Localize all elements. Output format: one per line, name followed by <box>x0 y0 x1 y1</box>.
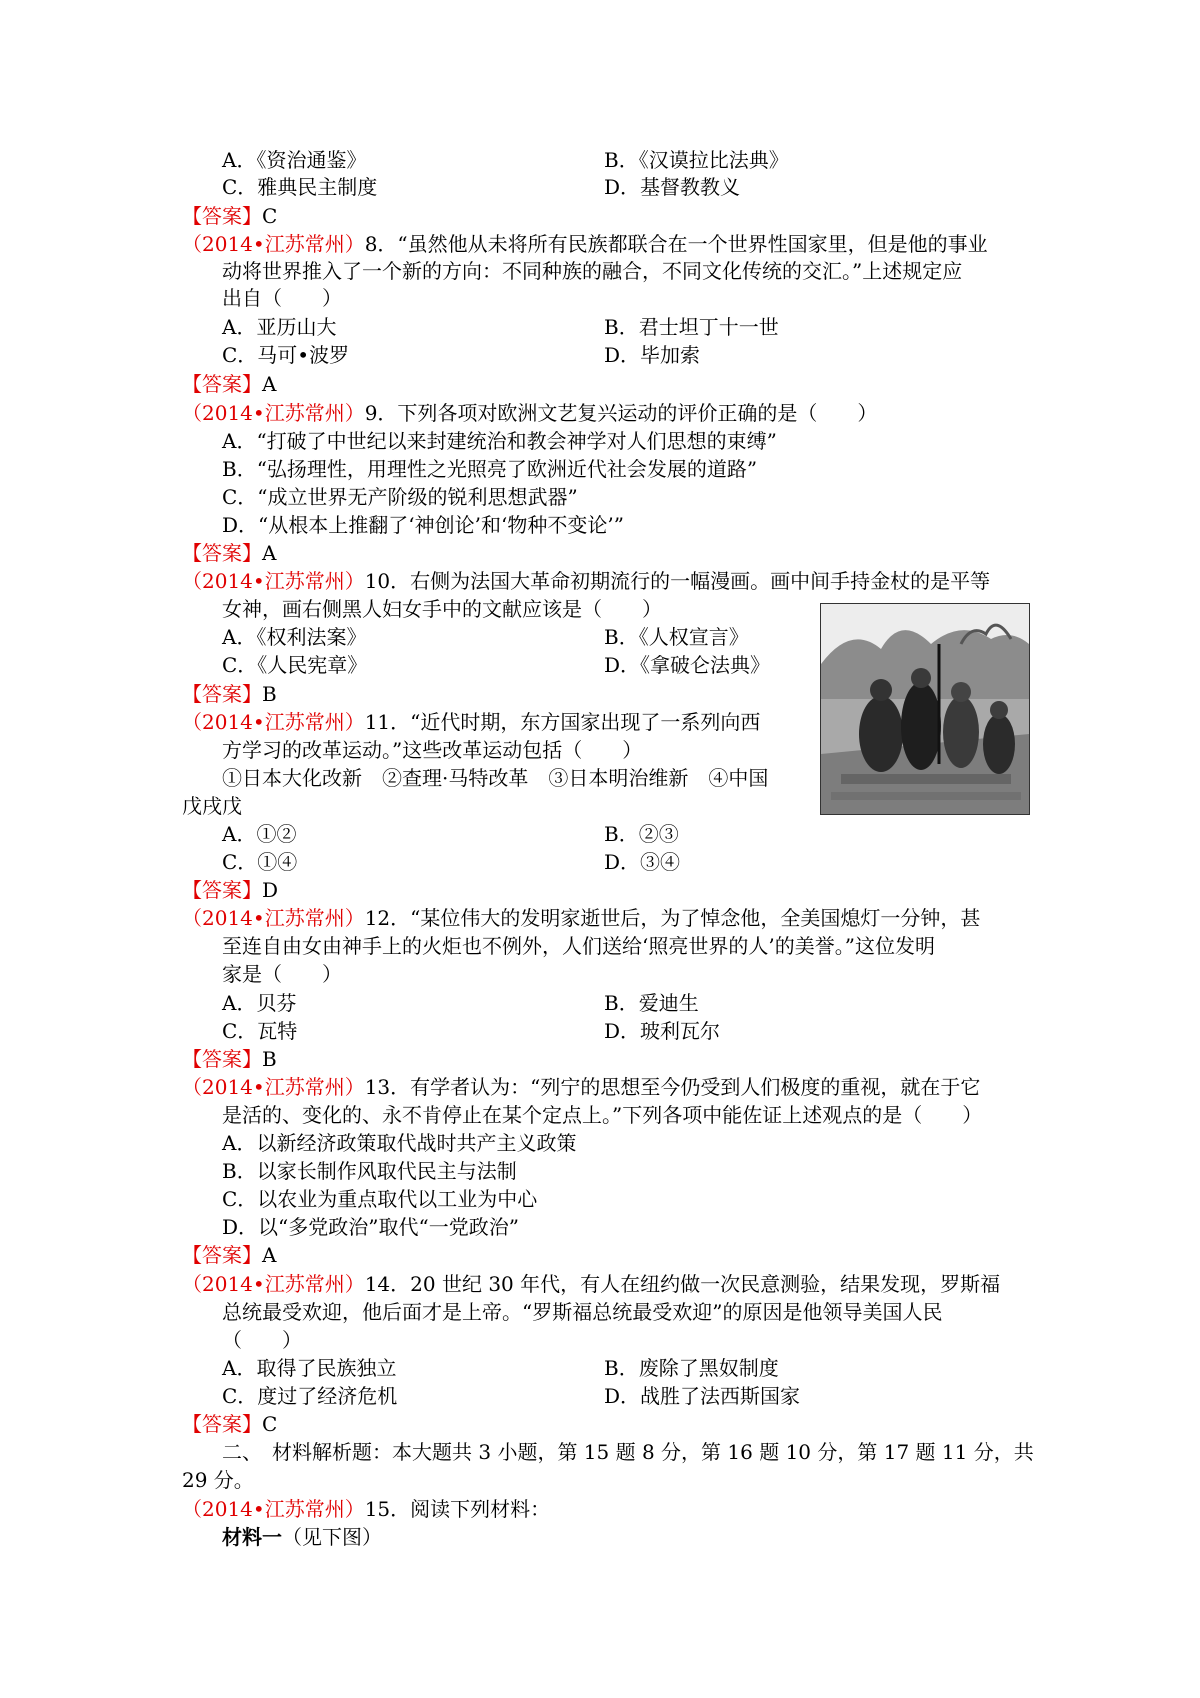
q7-option-b: B．《汉谟拉比法典》 <box>604 148 789 172</box>
q11-option-d: D．③④ <box>604 850 681 874</box>
q11-stem-line2: 方学习的改革运动。”这些改革运动包括（ ） <box>222 738 643 762</box>
q12-option-a: A．贝芬 <box>222 991 297 1015</box>
q14-option-d: D．战胜了法西斯国家 <box>604 1384 801 1408</box>
q10-option-c: C．《人民宪章》 <box>222 653 368 677</box>
q10-option-b: B．《人权宣言》 <box>604 625 749 649</box>
q11-items: ①日本大化改新 ②查理·马特改革 ③日本明治维新 ④中国 <box>222 766 769 790</box>
question-source: （2014•江苏常州） <box>182 1272 365 1296</box>
material-label: 材料一 <box>222 1525 282 1549</box>
answer-label: 【答案】 <box>182 878 262 902</box>
q13-stem-line1 <box>182 1073 980 1101</box>
q11-option-c: C．①④ <box>222 850 298 874</box>
q14-answer <box>182 1410 277 1438</box>
question-source: （2014•江苏常州） <box>182 906 365 930</box>
q8-stem-line2: 动将世界推入了一个新的方向：不同种族的融合，不同文化传统的交汇。”上述规定应 <box>222 259 963 283</box>
q14-stem-line3: （ ） <box>222 1328 302 1352</box>
q12-stem-line3: 家是（ ） <box>222 962 342 986</box>
question-source: （2014•江苏常州） <box>182 232 365 256</box>
q8-stem-line3: 出自（ ） <box>222 286 342 310</box>
q7-option-d: D．基督教教义 <box>604 175 741 199</box>
stem-text: 9．下列各项对欧洲文艺复兴运动的评价正确的是（ ） <box>364 401 878 425</box>
q14-stem-line2: 总统最受欢迎，他后面才是上帝。“罗斯福总统最受欢迎”的原因是他领导美国人民 <box>222 1300 943 1324</box>
q14-option-b: B．废除了黑奴制度 <box>604 1356 779 1380</box>
answer-value: B <box>262 1047 277 1071</box>
q11-stem-line1 <box>182 708 760 736</box>
q14-stem-line1 <box>182 1270 1000 1298</box>
stem-text: 10．右侧为法国大革命初期流行的一幅漫画。画中间手持金杖的是平等 <box>364 569 991 593</box>
material-note: （见下图） <box>282 1525 382 1549</box>
q10-option-d: D．《拿破仑法典》 <box>604 653 771 677</box>
stem-text: 11．“近代时期，东方国家出现了一系列向西 <box>364 710 761 734</box>
q13-option-c: C．以农业为重点取代以工业为中心 <box>222 1187 538 1211</box>
q10-answer <box>182 680 277 708</box>
q13-option-b: B．以家长制作风取代民主与法制 <box>222 1159 517 1183</box>
cartoon-illustration <box>821 604 1029 814</box>
q14-option-a: A．取得了民族独立 <box>222 1356 397 1380</box>
q13-answer <box>182 1241 276 1269</box>
q15-stem <box>182 1495 550 1523</box>
q8-option-d: D．毕加索 <box>604 343 701 367</box>
q8-option-b: B．君士坦丁十一世 <box>604 315 779 339</box>
q8-option-a: A．亚历山大 <box>222 315 337 339</box>
q11-answer <box>182 876 278 904</box>
answer-label: 【答案】 <box>182 1047 262 1071</box>
q12-option-d: D．玻利瓦尔 <box>604 1019 721 1043</box>
answer-label: 【答案】 <box>182 1243 262 1267</box>
stem-text: 14．20 世纪 30 年代，有人在纽约做一次民意测验，结果发现，罗斯福 <box>364 1272 1001 1296</box>
q11-items-tail: 戊戌戊 <box>182 794 242 818</box>
question-source: （2014•江苏常州） <box>182 569 365 593</box>
answer-label: 【答案】 <box>182 372 262 396</box>
q9-option-c: C．“成立世界无产阶级的锐利思想武器” <box>222 485 578 509</box>
q8-answer <box>182 370 276 398</box>
q12-stem-line1 <box>182 904 980 932</box>
q9-answer <box>182 539 276 567</box>
q8-option-c: C．马可•波罗 <box>222 343 350 367</box>
q10-option-a: A．《权利法案》 <box>222 625 367 649</box>
section2-heading-line2: 29 分。 <box>182 1468 254 1492</box>
q9-option-a: A．“打破了中世纪以来封建统治和教会神学对人们思想的束缚” <box>222 429 777 453</box>
answer-value: A <box>262 541 277 565</box>
answer-value: C <box>262 1412 278 1436</box>
q9-stem-line1 <box>182 399 877 427</box>
q7-answer <box>182 202 277 230</box>
question-source: （2014•江苏常州） <box>182 710 365 734</box>
answer-label: 【答案】 <box>182 204 262 228</box>
q13-option-a: A．以新经济政策取代战时共产主义政策 <box>222 1131 577 1155</box>
q10-stem-line2: 女神，画右侧黑人妇女手中的文献应该是（ ） <box>222 597 662 621</box>
answer-value: C <box>262 204 278 228</box>
answer-label: 【答案】 <box>182 541 262 565</box>
q12-option-b: B．爱迪生 <box>604 991 699 1015</box>
q8-stem-line1 <box>182 230 988 258</box>
answer-label: 【答案】 <box>182 682 262 706</box>
q10-stem-line1 <box>182 567 990 595</box>
stem-text: 12．“某位伟大的发明家逝世后，为了悼念他，全美国熄灯一分钟，甚 <box>364 906 981 930</box>
q14-option-c: C．度过了经济危机 <box>222 1384 398 1408</box>
q12-option-c: C．瓦特 <box>222 1019 298 1043</box>
answer-value: A <box>262 1243 277 1267</box>
stem-text: 8．“虽然他从未将所有民族都联合在一个世界性国家里，但是他的事业 <box>364 232 988 256</box>
answer-value: A <box>262 372 277 396</box>
q13-option-d: D．以“多党政治”取代“一党政治” <box>222 1215 519 1239</box>
question-source: （2014•江苏常州） <box>182 1075 365 1099</box>
answer-label: 【答案】 <box>182 1412 262 1436</box>
q11-option-b: B．②③ <box>604 822 679 846</box>
question-source: （2014•江苏常州） <box>182 1497 365 1521</box>
q12-stem-line2: 至连自由女由神手上的火炬也不例外，人们送给‘照亮世界的人’的美誉。”这位发明 <box>222 934 935 958</box>
answer-value: D <box>262 878 279 902</box>
q12-answer <box>182 1045 277 1073</box>
answer-value: B <box>262 682 277 706</box>
section2-heading-line1: 二、 材料解析题：本大题共 3 小题，第 15 题 8 分，第 16 题 10 分，第 17 题 11 分，共 <box>222 1440 1034 1464</box>
stem-text: 13．有学者认为：“列宁的思想至今仍受到人们极度的重视，就在于它 <box>364 1075 981 1099</box>
q11-option-a: A．①② <box>222 822 297 846</box>
q9-option-d: D．“从根本上推翻了‘神创论’和‘物种不变论’” <box>222 513 624 537</box>
q7-option-c: C．雅典民主制度 <box>222 175 378 199</box>
q15-material-heading <box>222 1523 382 1551</box>
french-revolution-cartoon-image <box>820 603 1030 815</box>
q9-option-b: B．“弘扬理性，用理性之光照亮了欧洲近代社会发展的道路” <box>222 457 758 481</box>
stem-text: 15．阅读下列材料： <box>364 1497 551 1521</box>
q13-stem-line2: 是活的、变化的、永不肯停止在某个定点上。”下列各项中能佐证上述观点的是（ ） <box>222 1103 983 1127</box>
question-source: （2014•江苏常州） <box>182 401 365 425</box>
q7-option-a: A．《资治通鉴》 <box>222 148 367 172</box>
